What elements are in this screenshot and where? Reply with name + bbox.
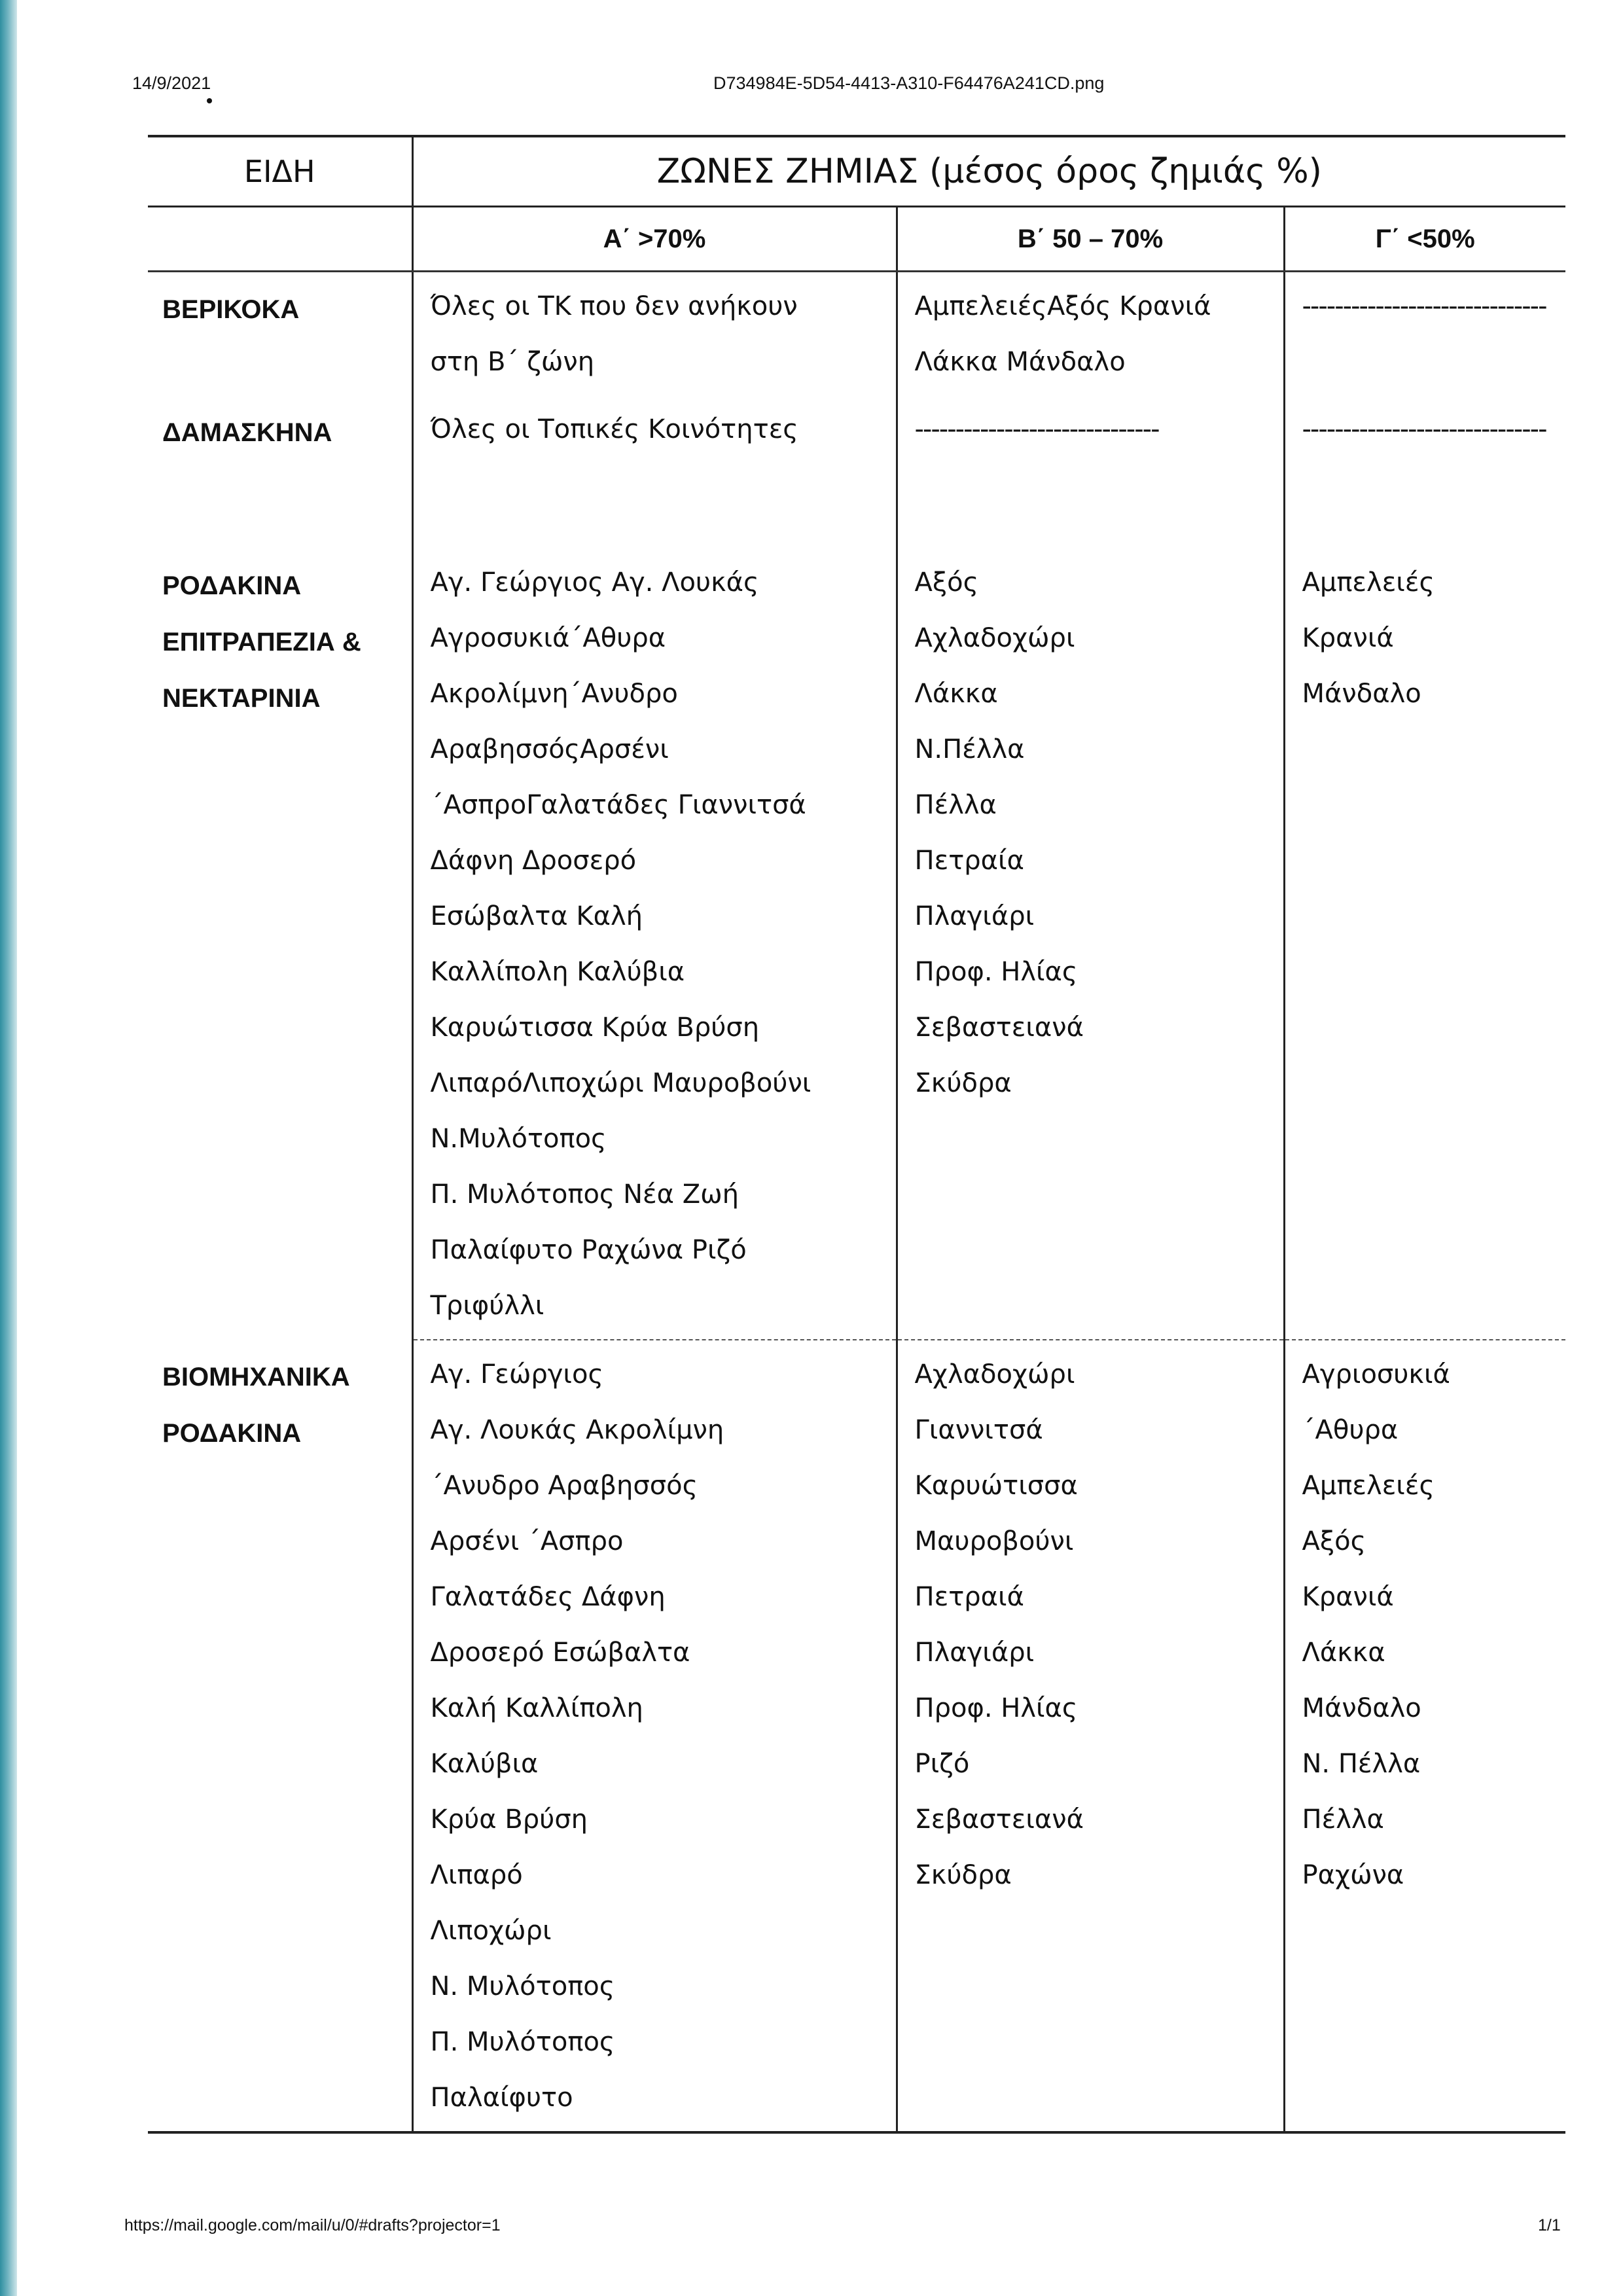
cell-line: Λάκκα Μάνδαλο [914,347,1126,377]
cell-line: ΒΕΡΙΚΟΚΑ [162,295,300,324]
kind-cell [148,395,412,548]
cell-line: Προφ. Ηλίας [914,957,1078,987]
zone-b-cell [897,395,1284,548]
kind-cell [148,1340,412,2132]
cell-line: ΄Ανυδρο Αραβησσός [430,1471,698,1501]
cell-line: Αχλαδοχώρι [914,623,1075,653]
cell-line: Κρανιά [1302,623,1394,653]
cell-line: Πετραιά [914,1582,1024,1612]
cell-line: Σκύδρα [914,1860,1012,1890]
zone-c-cell [1284,1340,1565,2132]
cell-line: Αγριοσυκιά [1302,1359,1450,1390]
zone-a-cell [412,272,897,396]
zone-b-header: Β΄ 50 – 70% [897,207,1284,272]
cell-line: Εσώβαλτα Καλή [430,901,643,931]
scan-edge [0,0,17,2296]
cell-line: Όλες οι ΤΚ που δεν ανήκουν [430,291,798,321]
cell-line: Καλλίπολη Καλύβια [430,957,685,987]
cell-line: ΄Αθυρα [1302,1415,1399,1445]
cell-line: Παλαίφυτο [430,2083,573,2113]
cell-line: Πέλλα [1302,1804,1384,1835]
cell-line: Σεβαστειανά [914,1013,1084,1043]
zone-c-header: Γ΄ <50% [1284,207,1565,272]
cell-line: Παλαίφυτο Ραχώνα Ριζό [430,1235,747,1265]
kind-header: ΕΙΔΗ [148,136,412,207]
header-row [148,136,1565,207]
cell-line: ΡΟΔΑΚΙΝΑ [162,571,302,600]
cell-line: ------------------------------ [914,414,1159,444]
cell-line: Σεβαστειανά [914,1804,1084,1835]
cell-line: Μαυροβούνι [914,1526,1074,1556]
cell-line: Αμπελειές [1302,1471,1435,1501]
zone-a-header: Α΄ >70% [412,207,897,272]
zone-b-cell [897,548,1284,1340]
zone-c-cell [1284,395,1565,548]
cell-line: Ν. Πέλλα [1302,1749,1421,1779]
cell-line: Μάνδαλο [1302,1693,1421,1723]
cell-line: Δροσερό Εσώβαλτα [430,1638,690,1668]
cell-line: Τριφύλλι [430,1291,544,1321]
kind-cell [148,272,412,396]
print-filename: D734984E-5D54-4413-A310-F64476A241CD.png [713,73,1105,93]
cell-line: Όλες οι Τοπικές Κοινότητες [430,414,798,444]
cell-line: Αγ. Λουκάς Ακρολίμνη [430,1415,724,1445]
cell-line: Κρανιά [1302,1582,1394,1612]
cell-line: Καλύβια [430,1749,539,1779]
cell-line: Ακρολίμνη΄Ανυδρο [430,679,678,709]
empty-header-cell [148,207,412,272]
cell-line: Ριζό [914,1749,970,1779]
cell-line: Αχλαδοχώρι [914,1359,1075,1390]
cell-line: ΝΕΚΤΑΡΙΝΙΑ [162,684,321,713]
cell-line: Πλαγιάρι [914,1638,1035,1668]
cell-line: ΒΙΟΜΗΧΑΝΙΚΑ [162,1363,350,1391]
cell-line: Λιπαρό [430,1860,523,1890]
cell-line: Λάκκα [914,679,998,709]
cell-line: Αγ. Γεώργιος [430,1359,603,1390]
cell-line: Αξός [914,567,979,598]
cell-line: Αξός [1302,1526,1366,1556]
zone-a-cell [412,548,897,1340]
cell-line: Λάκκα [1302,1638,1385,1668]
zone-header-row [148,207,1565,272]
cell-line: Ραχώνα [1302,1860,1404,1890]
cell-line: ΑμπελειέςΑξός Κρανιά [914,291,1211,321]
cell-line: στη Β΄ ζώνη [430,347,595,377]
cell-line: Καρυώτισσα [914,1471,1078,1501]
zones-title: ΖΩΝΕΣ ΖΗΜΙΑΣ (μέσος όρος ζημιάς %) [412,136,1565,207]
cell-line: ΛιπαρόΛιποχώρι Μαυροβούνι [430,1068,812,1098]
cell-line: Π. Μυλότοπος Νέα Ζωή [430,1179,739,1210]
scan-speck [207,98,212,103]
cell-line: ------------------------------ [1302,291,1546,321]
cell-line: Μάνδαλο [1302,679,1421,709]
cell-line: Κρύα Βρύση [430,1804,588,1835]
zone-b-cell [897,272,1284,396]
cell-line: Ν.Μυλότοπος [430,1124,607,1154]
cell-line: Πέλλα [914,790,997,820]
kind-cell [148,548,412,1340]
cell-line: ------------------------------ [1302,414,1546,444]
print-date: 14/9/2021 [132,73,211,93]
cell-line: Προφ. Ηλίας [914,1693,1078,1723]
zone-c-cell [1284,548,1565,1340]
cell-line: Πετραία [914,846,1024,876]
cell-line: ΑραβησσόςΑρσένι [430,734,669,764]
cell-line: Αγ. Γεώργιος Αγ. Λουκάς [430,567,759,598]
cell-line: ΕΠΙΤΡΑΠΕΖΙΑ & [162,628,361,656]
table-row [148,548,1565,1340]
cell-line: ΔΑΜΑΣΚΗΝΑ [162,418,332,447]
table-row [148,395,1565,548]
zone-c-cell [1284,272,1565,396]
print-page-number: 1/1 [1538,2216,1561,2234]
cell-line: Ν. Μυλότοπος [430,1971,615,2001]
cell-line: Αμπελειές [1302,567,1435,598]
cell-line: Αρσένι ΄Ασπρο [430,1526,624,1556]
cell-line: Δάφνη Δροσερό [430,846,637,876]
cell-line: ΄ΑσπροΓαλατάδες Γιαννιτσά [430,790,806,820]
zone-a-cell [412,1340,897,2132]
zone-a-cell [412,395,897,548]
table-row [148,1340,1565,2132]
cell-line: Καρυώτισσα Κρύα Βρύση [430,1013,760,1043]
print-url: https://mail.google.com/mail/u/0/#drafts?projector=1 [124,2216,501,2234]
cell-line: Γαλατάδες Δάφνη [430,1582,666,1612]
cell-line: Γιαννιτσά [914,1415,1043,1445]
cell-line: ΡΟΔΑΚΙΝΑ [162,1419,302,1448]
cell-line: Αγροσυκιά΄Αθυρα [430,623,666,653]
cell-line: Λιποχώρι [430,1916,552,1946]
cell-line: Ν.Πέλλα [914,734,1025,764]
cell-line: Σκύδρα [914,1068,1012,1098]
cell-line: Π. Μυλότοπος [430,2027,615,2057]
table-row [148,272,1565,396]
cell-line: Καλή Καλλίπολη [430,1693,643,1723]
damage-zones-table [148,135,1565,2134]
cell-line: Πλαγιάρι [914,901,1035,931]
zone-b-cell [897,1340,1284,2132]
